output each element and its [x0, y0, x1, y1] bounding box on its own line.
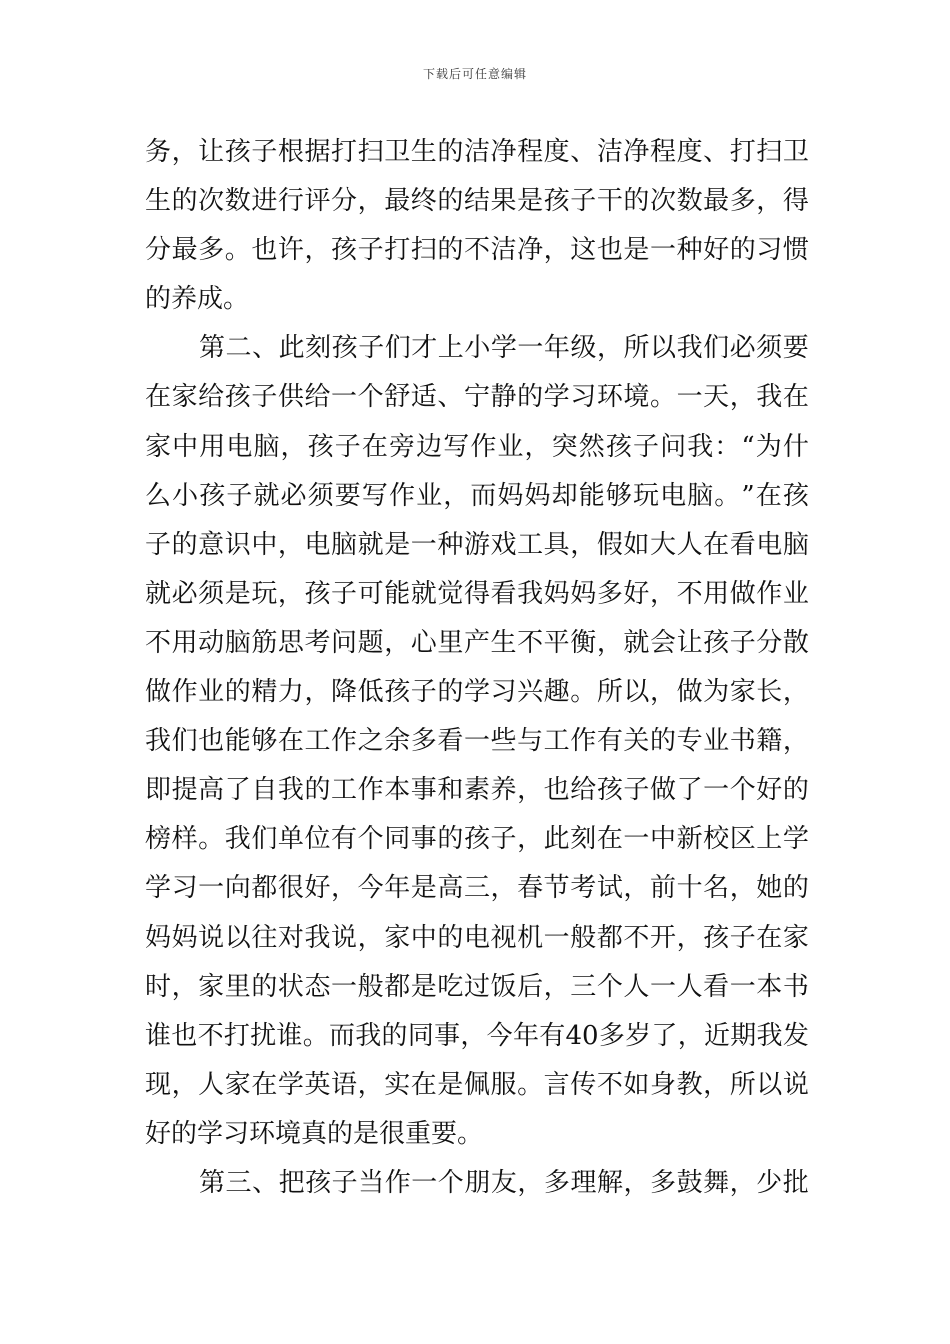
text-line: 生 的 次 数 进 行 评 分 ， 最 终 的 结 果 是 孩 子 干 的 次 数 最 多 ， 得	[145, 186, 809, 217]
text-line: 谁 也 不 打 扰 谁 。 而 我 的 同 事 ， 今 年 有 40 多 岁 了 ， 近 期 我 发	[145, 1020, 809, 1051]
text-line: 时 ， 家 里 的 状 态 一 般 都 是 吃 过 饭 后 ， 三 个 人 一 人 看 一 本 书	[145, 971, 809, 1002]
text-line: 么 小 孩 子 就 必 须 要 写 作 业 ， 而 妈 妈 却 能 够 玩 电 脑 。 ” 在 孩	[145, 480, 809, 511]
text-line: 现 ， 人 家 在 学 英 语 ， 实 在 是 佩 服 。 言 传 不 如 身 教 ， 所 以 说	[145, 1069, 809, 1100]
text-line: 好的学习环境真的是很重要。	[145, 1118, 484, 1149]
text-line: 分 最 多 。 也 许 ， 孩 子 打 扫 的 不 洁 净 ， 这 也 是 一 种 好 的 习 惯	[145, 235, 809, 266]
text-line: 不 用 动 脑 筋 思 考 问 题 ， 心 里 产 生 不 平 衡 ， 就 会 让 孩 子 分 散	[145, 627, 809, 658]
text-line: 我 们 也 能 够 在 工 作 之 余 多 看 一 些 与 工 作 有 关 的 专 业 书 籍 ，	[145, 726, 809, 757]
text-line: 学 习 一 向 都 很 好 ， 今 年 是 高 三 ， 春 节 考 试 ， 前 十 名 ， 她 的	[145, 873, 809, 904]
body-text	[145, 128, 809, 1208]
text-line: 子 的 意 识 中 ， 电 脑 就 是 一 种 游 戏 工 具 ， 假 如 大 人 在 看 电 脑	[145, 529, 809, 560]
text-line: 家 中 用 电 脑 ， 孩 子 在 旁 边 写 作 业 ， 突 然 孩 子 问 我 ： “ 为 什	[145, 431, 809, 462]
text-line: 就 必 须 是 玩 ， 孩 子 可 能 就 觉 得 看 我 妈 妈 多 好 ， 不 用 做 作 业	[145, 578, 809, 609]
text-line: 做 作 业 的 精 力 ， 降 低 孩 子 的 学 习 兴 趣 。 所 以 ， 做 为 家 长 ，	[145, 677, 809, 708]
text-line: 即 提 高 了 自 我 的 工 作 本 事 和 素 养 ， 也 给 孩 子 做 了 一 个 好 的	[145, 775, 809, 806]
text-line: 第 三 、 把 孩 子 当 作 一 个 朋 友 ， 多 理 解 ， 多 鼓 舞 ， 少 批	[199, 1167, 809, 1198]
text-line: 的养成。	[145, 284, 250, 315]
text-line: 第 二 、 此 刻 孩 子 们 才 上 小 学 一 年 级 ， 所 以 我 们 必 须 要	[199, 333, 809, 364]
text-line: 榜 样 。 我 们 单 位 有 个 同 事 的 孩 子 ， 此 刻 在 一 中 新 校 区 上 学	[145, 824, 809, 855]
text-line: 务 ， 让 孩 子 根 据 打 扫 卫 生 的 洁 净 程 度 、 洁 净 程 度 、 打 扫 卫	[145, 137, 809, 167]
text-line: 在 家 给 孩 子 供 给 一 个 舒 适 、 宁 静 的 学 习 环 境 。 一 天 ， 我 在	[145, 382, 809, 413]
text-line: 妈 妈 说 以 往 对 我 说 ， 家 中 的 电 视 机 一 般 都 不 开 ， 孩 子 在 家	[145, 922, 809, 953]
page-header: 下载后可任意编辑	[422, 67, 527, 81]
